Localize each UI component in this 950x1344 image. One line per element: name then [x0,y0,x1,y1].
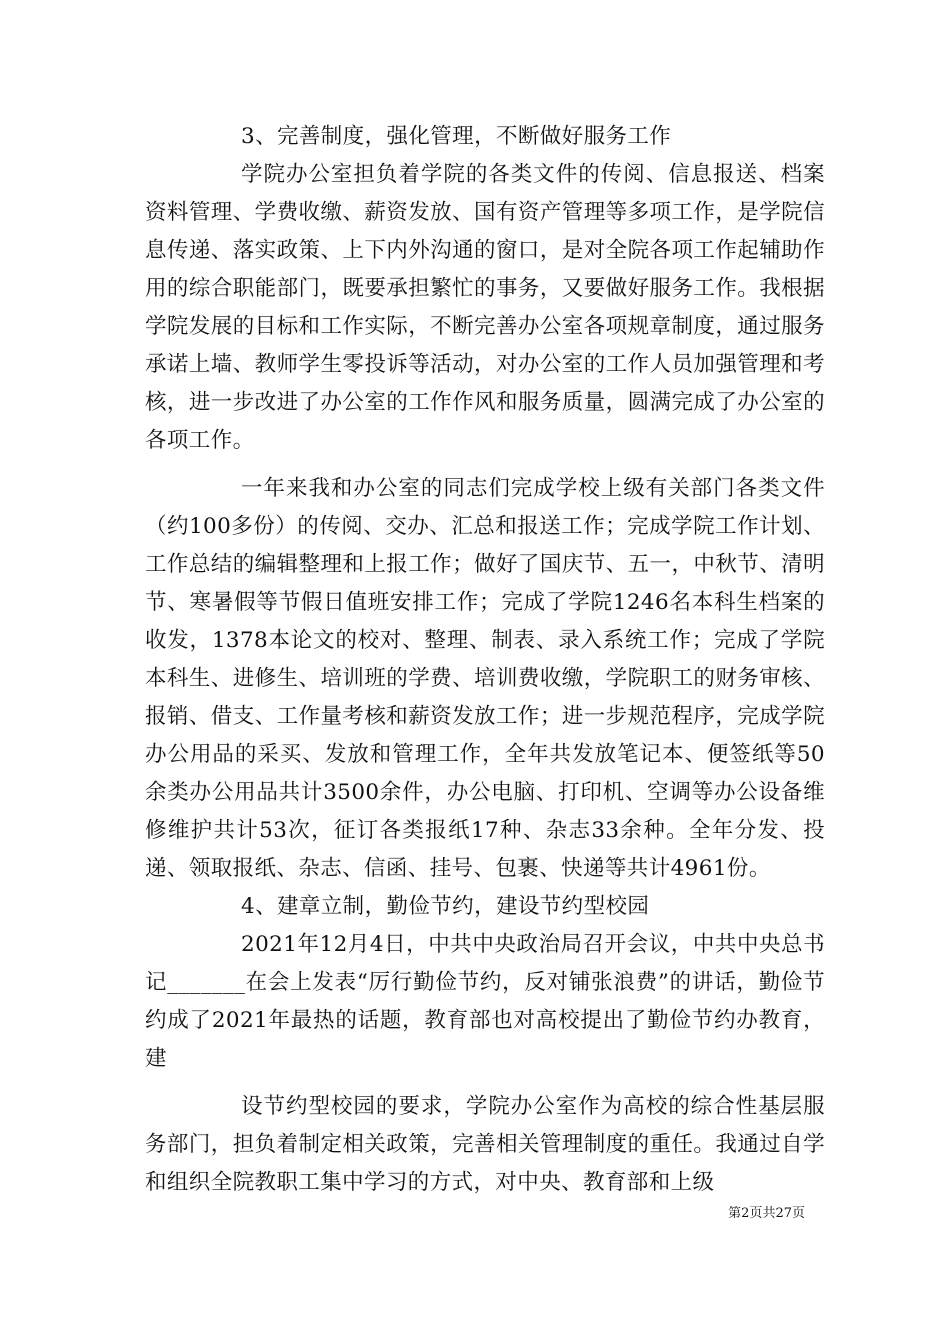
page-number-footer: 第2页共27页 [728,1206,805,1221]
document-body [145,118,825,1202]
section-4-paragraph-1: 2021年12月4日，中共中央政治局召开会议，中共中央总书记_______在会上发表“厉行勤俭节约，反对铺张浪费”的讲话，勤俭节约成了2021年最热的话题，教育部也对高校提出了勤俭节约办教育，建 [145,932,825,1071]
section-3-paragraph-1: 学院办公室担负着学院的各类文件的传阅、信息报送、档案资料管理、学费收缴、薪资发放、国有资产管理等多项工作，是学院信息传递、落实政策、上下内外沟通的窗口，是对全院各项工作起辅助作用的综合职能部门，既要承担繁忙的事务，又要做好服务工作。我根据学院发展的目标和工作实际，不断完善办公室各项规章制度，通过服务承诺上墙、教师学生零投诉等活动，对办公室的工作人员加强管理和考核，进一步改进了办公室的工作作风和服务质量，圆满完成了办公室的各项工作。 [145,162,825,453]
section-3-paragraph-2: 一年来我和办公室的同志们完成学校上级有关部门各类文件（约100多份）的传阅、交办、汇总和报送工作；完成学院工作计划、工作总结的编辑整理和上报工作；做好了国庆节、五一，中秋节、清明节、寒暑假等节假日值班安排工作；完成了学院1246名本科生档案的收发，1378本论文的校对、整理、制表、录入系统工作；完成了学院本科生、进修生、培训班的学费、培训费收缴，学院职工的财务审核、报销、借支、工作量考核和薪资发放工作；进一步规范程序，完成学院办公用品的采买、发放和管理工作，全年共发放笔记本、便签纸等50余类办公用品共计3500余件，办公电脑、打印机、空调等办公设备维修维护共计53次，征订各类报纸17种、杂志33余种。全年分发、投递、领取报纸、杂志、信函、挂号、包裹、快递等共计4961份。 [145,476,825,881]
section-3-heading: 3、完善制度，强化管理，不断做好服务工作 [241,124,672,149]
section-4-paragraph-2: 设节约型校园的要求，学院办公室作为高校的综合性基层服务部门，担负着制定相关政策，完善相关管理制度的重任。我通过自学和组织全院教职工集中学习的方式，对中央、教育部和上级 [145,1094,825,1195]
section-4-heading: 4、建章立制，勤俭节约，建设节约型校园 [241,894,650,919]
